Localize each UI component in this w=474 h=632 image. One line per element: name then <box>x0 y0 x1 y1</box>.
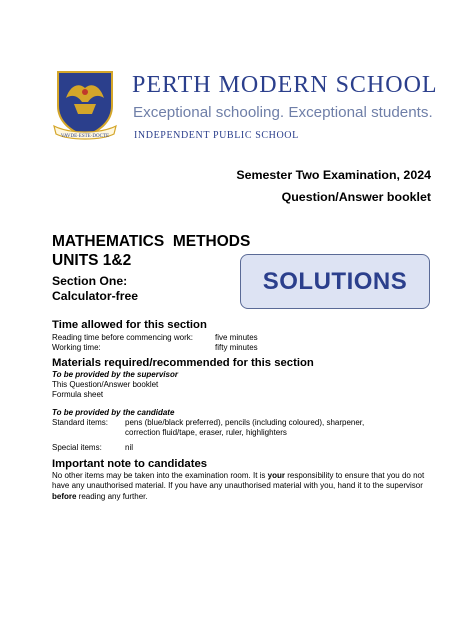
note-text-3: reading any further. <box>76 491 148 501</box>
standard-items-label: Standard items: <box>52 418 109 427</box>
section-heading <box>52 274 138 304</box>
note-text-2: responsibility to ensure that you do not have any unauthorised material. If you have any unauthorised material with you, hand it to the supervisor <box>52 471 425 491</box>
exam-title: Semester Two Examination, 2024 <box>236 168 431 182</box>
standard-items-line-1: pens (blue/black preferred), pencils (including coloured), sharpener, <box>125 418 365 427</box>
supervisor-item: This Question/Answer booklet <box>52 380 159 389</box>
section-line-1: Section One: <box>52 274 128 288</box>
candidate-heading: To be provided by the candidate <box>52 408 175 417</box>
working-time-label: Working time: <box>52 343 101 352</box>
school-subtitle: INDEPENDENT PUBLIC SCHOOL <box>134 130 299 141</box>
subject-line-1: MATHEMATICS METHODS <box>52 233 251 250</box>
school-name: PERTH MODERN SCHOOL <box>132 72 438 98</box>
reading-time-value: five minutes <box>215 333 258 342</box>
supervisor-heading: To be provided by the supervisor <box>52 370 178 379</box>
school-tagline: Exceptional schooling. Exceptional students. <box>133 104 433 121</box>
school-crest <box>52 68 118 140</box>
time-heading: Time allowed for this section <box>52 319 207 331</box>
working-time-value: fifty minutes <box>215 343 258 352</box>
subject-heading <box>52 232 250 270</box>
special-items-value: nil <box>125 443 134 452</box>
note-emphasis-your: your <box>267 471 285 480</box>
svg-text:VAVDE·ESTE·DOCTE: VAVDE·ESTE·DOCTE <box>60 134 110 139</box>
note-emphasis-before: before <box>52 491 77 501</box>
note-text-1: No other items may be taken into the examination room. It is <box>52 471 268 480</box>
solutions-box <box>240 254 430 309</box>
materials-heading: Materials required/recommended for this section <box>52 357 314 369</box>
solutions-label: SOLUTIONS <box>262 267 408 295</box>
reading-time-label: Reading time before commencing work: <box>52 333 193 342</box>
special-items-label: Special items: <box>52 443 102 452</box>
school-crest-icon <box>52 68 118 140</box>
standard-items-line-2: correction fluid/tape, eraser, ruler, highlighters <box>125 428 287 437</box>
section-line-2: Calculator-free <box>52 289 139 303</box>
subject-line-2: UNITS 1&2 <box>52 252 132 269</box>
supervisor-item: Formula sheet <box>52 390 104 399</box>
booklet-type: Question/Answer booklet <box>281 190 431 204</box>
note-paragraph <box>52 471 437 502</box>
note-heading: Important note to candidates <box>52 458 208 470</box>
